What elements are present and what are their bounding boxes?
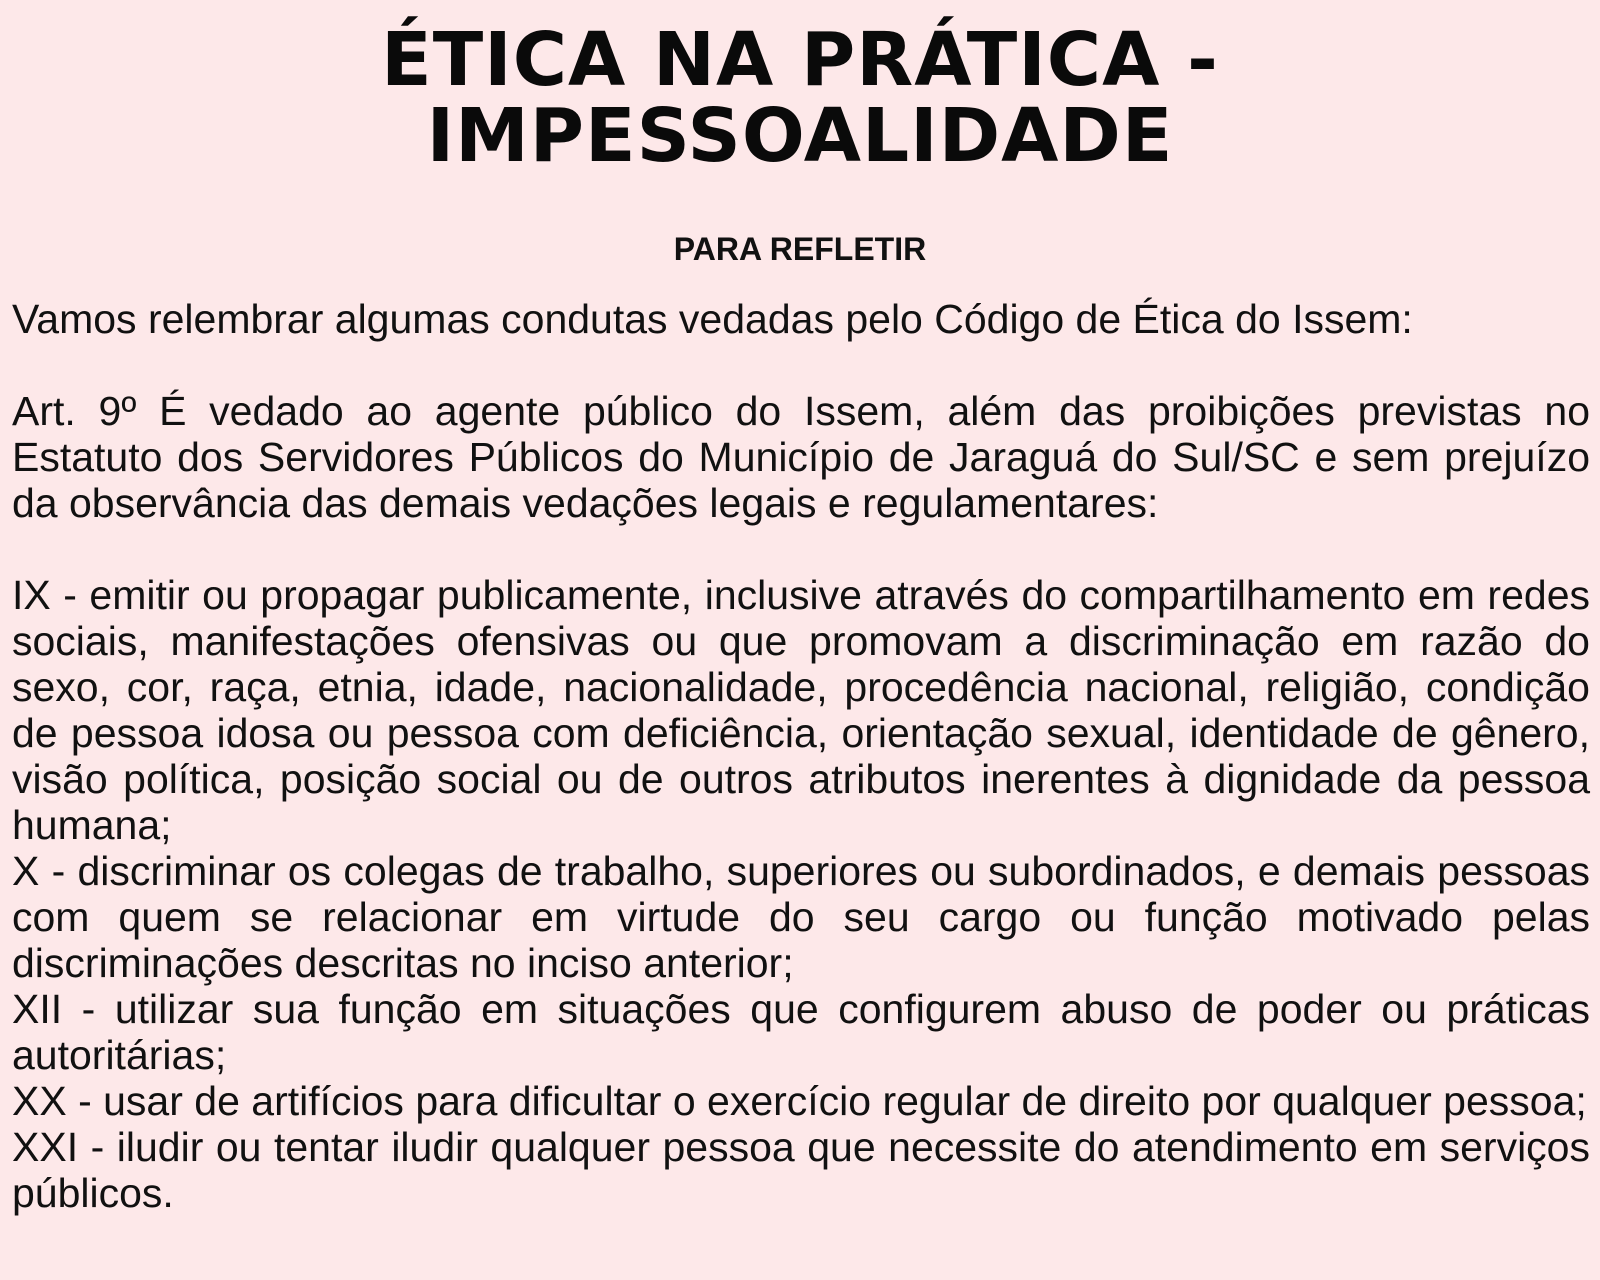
page-title	[0, 17, 1600, 179]
list-item: XII - utilizar sua função em situações que configurem abuso de poder ou práticas autoritárias;	[12, 986, 1590, 1078]
page-title-line-1: ÉTICA NA PRÁTICA -	[381, 17, 1219, 103]
article-paragraph: Art. 9º É vedado ao agente público do Issem, além das proibições previstas no Estatuto dos Servidores Públicos do Município de Jaraguá do Sul/SC e sem prejuízo da observância das demais vedações legais e regulamentares:	[12, 388, 1590, 526]
list-item: X - discriminar os colegas de trabalho, superiores ou subordinados, e demais pessoas com quem se relacionar em virtude do seu cargo ou função motivado pelas discriminações descritas no inciso anterior;	[12, 848, 1590, 986]
list-item: IX - emitir ou propagar publicamente, inclusive através do compartilhamento em redes sociais, manifestações ofensivas ou que promovam a discriminação em razão do sexo, cor, raça, etnia, idade, nacionalidade, procedência nacional, religião, condição de pessoa idosa ou pessoa com deficiência, orientação sexual, identidade de gênero, visão política, posição social ou de outros atributos inerentes à dignidade da pessoa humana;	[12, 572, 1590, 848]
intro-paragraph: Vamos relembrar algumas condutas vedadas pelo Código de Ética do Issem:	[12, 296, 1413, 342]
document-body	[12, 296, 1590, 1216]
list-item: XXI - iludir ou tentar iludir qualquer pessoa que necessite do atendimento em serviços públicos.	[12, 1124, 1590, 1216]
list-item: XX - usar de artifícios para dificultar o exercício regular de direito por qualquer pessoa;	[12, 1078, 1587, 1124]
page-title-line-2: IMPESSOALIDADE	[426, 93, 1174, 179]
section-subtitle: PARA REFLETIR	[673, 231, 927, 267]
